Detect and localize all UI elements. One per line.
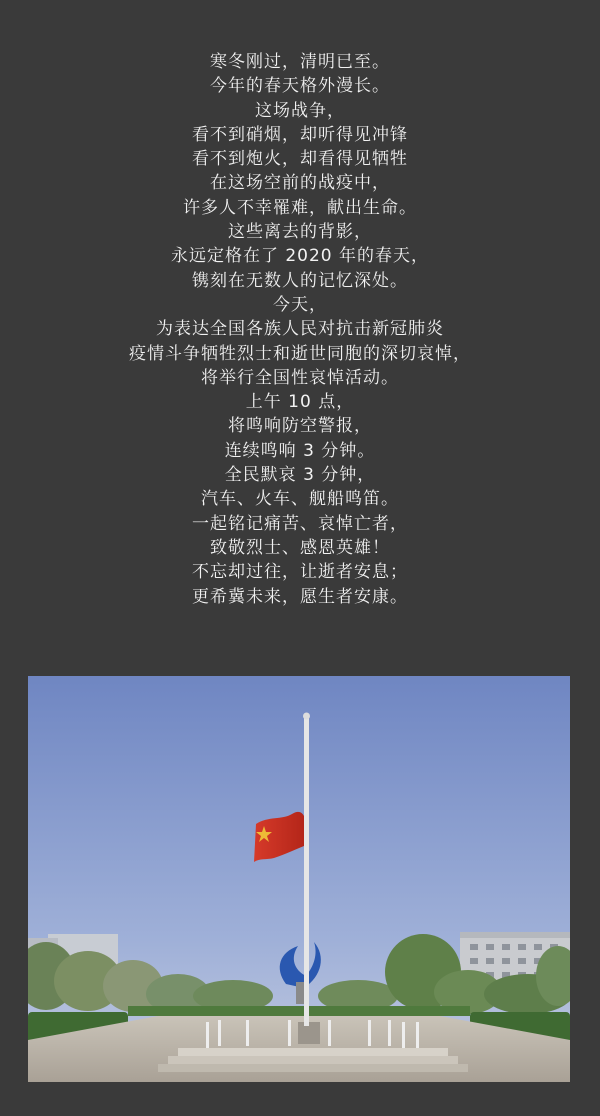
poem-line: 镌刻在无数人的记忆深处。 [192,270,408,291]
poem-line: 将鸣响防空警报， [228,416,372,437]
poem-line: 汽车、火车、舰船鸣笛。 [201,489,399,510]
poem-line: 这些离去的背影， [228,222,372,243]
half-mast-flag-photo [28,676,570,1082]
poem-line: 看不到炮火，却看得见牺牲 [192,149,408,170]
poem-line: 全民默哀 3 分钟， [224,465,376,486]
poem-line: 这场战争， [255,100,345,121]
poem-line: 看不到硝烟，却听得见冲锋 [192,124,408,145]
poem-line: 不忘却过往，让逝者安息； [192,562,408,583]
poem-line: 上午 10 点， [245,392,355,413]
poem-line: 寒冬刚过，清明已至。 [210,52,390,72]
poem-line: 疫情斗争牺牲烈士和逝世同胞的深切哀悼， [129,343,471,364]
poem-line: 今年的春天格外漫长。 [210,76,390,97]
poem-line: 更希冀未来，愿生者安康。 [192,586,408,607]
poem-line: 许多人不幸罹难，献出生命。 [183,197,417,218]
poem-line: 致敬烈士、感恩英雄！ [210,537,390,558]
poem-line: 将举行全国性哀悼活动。 [201,367,399,388]
poem-text [0,50,600,609]
poem-line: 在这场空前的战疫中， [210,173,390,194]
poem-line: 一起铭记痛苦、哀悼亡者， [192,513,408,534]
poem-line: 永远定格在了 2020 年的春天， [170,246,430,267]
poem-line: 今天， [273,294,327,315]
poem-line: 为表达全国各族人民对抗击新冠肺炎 [156,319,444,340]
steps [158,1048,468,1072]
flagpole [304,716,309,1026]
poem-line: 连续鸣响 3 分钟。 [224,440,376,461]
